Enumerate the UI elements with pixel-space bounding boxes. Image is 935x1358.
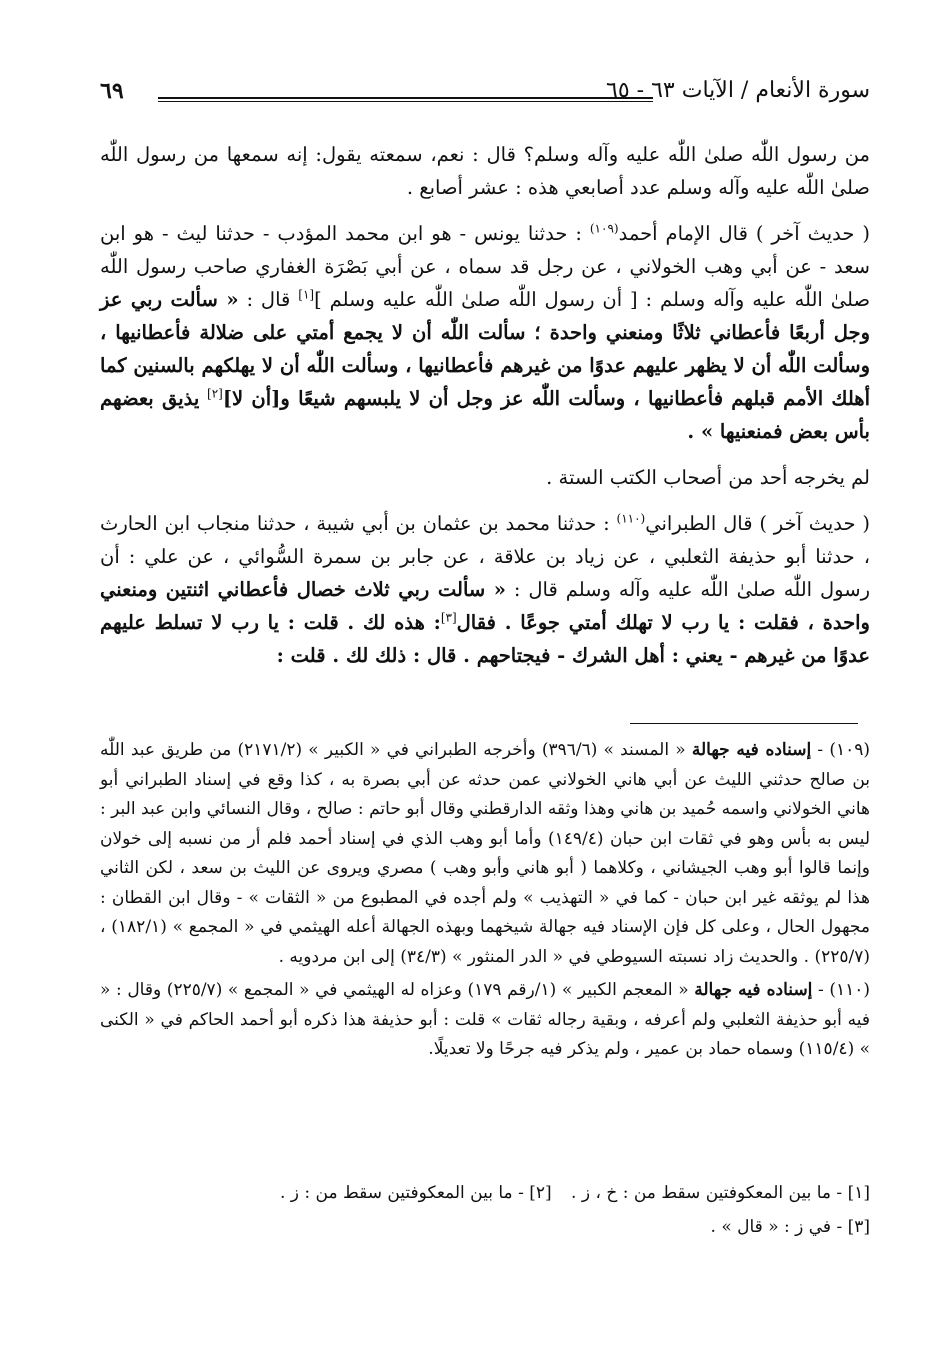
variant-3: [٣] - في ز : « قال » . bbox=[710, 1217, 870, 1237]
p2-chain: : حدثنا يونس - هو ابن محمد المؤدب - حدثنا ليث - هو ابن سعد - عن أبي وهب الخولاني ، عن رجل قد سماه ، عن أبي بَصْرَة الغفاري صاحب رسول اللّٰه صلىٰ اللّٰه عليه وآله وسلم : [ أن رسول اللّٰه صلىٰ اللّٰه عليه وسلم ] bbox=[100, 222, 871, 311]
footnote-separator bbox=[630, 723, 858, 724]
paragraph-1: من رسول اللّٰه صلىٰ اللّٰه عليه وآله وسلم؟ قال : نعم، سمعته يقول: إنه سمعها من رسول اللّٰه صلىٰ اللّٰه عليه وآله وسلم عدد أصابعي هذه : عشر أصابع . bbox=[100, 143, 870, 199]
manuscript-variants bbox=[100, 1176, 870, 1244]
footnote-ref-110[interactable]: (١١٠) bbox=[616, 511, 646, 526]
footnote-110-number: (١١٠) - bbox=[818, 980, 871, 1000]
hadith-text-1-end: يذيق بعضهم بأس بعض فمنعنيها » . bbox=[100, 387, 870, 443]
variant-1: [١] - ما بين المعكوفتين سقط من : خ ، ز . bbox=[571, 1183, 870, 1203]
footnote-109-number: (١٠٩) - bbox=[817, 740, 870, 760]
hadith-text-1: « سألت ربي عز وجل أربعًا فأعطاني ثلاثًا ومنعني واحدة ؛ سألت اللّٰه أن لا يجمع أمتي على ضلالة فأعطانيها ، وسألت اللّٰه أن لا يظهر عليهم عدوًا من غيرهم فأعطانيها ، وسألت اللّٰه أن لا يهلكهم بالسنين كما أهلك الأمم قبلهم فأعطانيها ، وسألت اللّٰه عز وجل أن لا يلبسهم شيعًا و[أن لا] bbox=[100, 288, 870, 410]
p2-qala: قال : bbox=[246, 288, 291, 311]
variant-ref-1[interactable]: [١] bbox=[298, 287, 315, 302]
p2-intro: ( حديث آخر ) قال الإمام أحمد bbox=[618, 222, 870, 245]
main-text bbox=[100, 138, 870, 685]
paragraph-4 bbox=[100, 507, 870, 672]
footnotes bbox=[100, 736, 870, 1069]
footnote-109-verdict: إسناده فيه جهالة bbox=[691, 740, 812, 760]
variant-ref-2[interactable]: [٢] bbox=[207, 386, 223, 401]
paragraph-2 bbox=[100, 217, 870, 448]
variant-2: [٢] - ما بين المعكوفتين سقط من : ز . bbox=[279, 1183, 552, 1203]
header-rule bbox=[158, 97, 653, 102]
footnote-109 bbox=[100, 736, 870, 972]
footnote-110-text: « المعجم الكبير » (١/رقم ١٧٩) وعزاه له الهيثمي في « المجمع » (٢٢٥/٧) وقال : « فيه أبو حذيفة الثعلبي ولم أعرفه ، وبقية رجاله ثقات » قلت : أبو حذيفة هذا ذكره أبو أحمد الحاكم في « الكنى » (١١٥/٤) وسماه حماد بن عمير ، ولم يذكر فيه جرحًا ولا تعديلًا. bbox=[100, 980, 870, 1059]
page-header bbox=[100, 78, 870, 118]
page-number: ٦٩ bbox=[100, 78, 124, 104]
footnote-ref-109[interactable]: (١٠٩) bbox=[589, 221, 619, 236]
hadith-text-2: « سألت ربي ثلاث خصال فأعطاني اثنتين ومنعني واحدة ، فقلت : يا رب لا تهلك أمتي جوعًا . فقال bbox=[100, 578, 870, 634]
variant-ref-3[interactable]: [٣] bbox=[440, 610, 457, 625]
footnote-110-verdict: إسناده فيه جهالة bbox=[694, 980, 813, 1000]
running-title: سورة الأنعام / الآيات ٦٣ - ٦٥ bbox=[606, 78, 870, 103]
p4-intro: ( حديث آخر ) قال الطبراني bbox=[645, 512, 870, 535]
footnote-110 bbox=[100, 976, 870, 1065]
hadith-text-2-end: : هذه لك . قلت : يا رب لا تسلط عليهم عدوًا من غيرهم - يعني : أهل الشرك - فيجتاحهم . قال : ذلك لك . قلت : bbox=[100, 611, 870, 667]
footnote-109-text: « المسند » (٣٩٦/٦) وأخرجه الطبراني في « الكبير » (٢١٧١/٢) من طريق عبد اللّٰه بن صالح حدثني الليث عن أبي هاني الخولاني عمن حدثه عن أبي بصرة به ، كذا وقع في إسناد الطبراني أبو هاني الخولاني واسمه حُميد بن هاني وهذا وثقه الدارقطني وقال أبو حاتم : صالح ، وقال النسائي وابن عبد البر : ليس به بأس وهو في ثقات ابن حبان (١٤٩/٤) وأما أبو وهب الذي في إسناد أحمد فلم أر من نسبه إلى خولان وإنما قالوا أبو وهب الجيشاني ، وكلاهما ( أبو هاني وأبو وهب ) مصري ويروى عن الليث بن سعد ، لكن الثاني هذا لم يوثقه غير ابن حبان - كما في « التهذيب » ولم أجده في المطبوع من « الثقات » - وقال ابن القطان : مجهول الحال ، وعلى كل فإن الإسناد فيه جهالة شيخهما وبهذه الجهالة أعله الهيثمي في « المجمع » (١٨٢/١) ، (٢٢٥/٧) . والحديث زاد نسبته السيوطي في « الدر المنثور » (٣٤/٣) إلى ابن مردويه . bbox=[100, 740, 870, 967]
variant-row-1 bbox=[100, 1176, 870, 1210]
variant-row-2 bbox=[100, 1210, 870, 1244]
paragraph-3: لم يخرجه أحد من أصحاب الكتب الستة . bbox=[546, 466, 870, 489]
p4-chain: : حدثنا محمد بن عثمان بن أبي شيبة ، حدثنا منجاب ابن الحارث ، حدثنا أبو حذيفة الثعلبي ، عن زياد بن علاقة ، عن جابر بن سمرة السُّوائي ، عن علي : أن رسول اللّٰه صلىٰ اللّٰه عليه وآله وسلم قال : bbox=[100, 512, 870, 601]
